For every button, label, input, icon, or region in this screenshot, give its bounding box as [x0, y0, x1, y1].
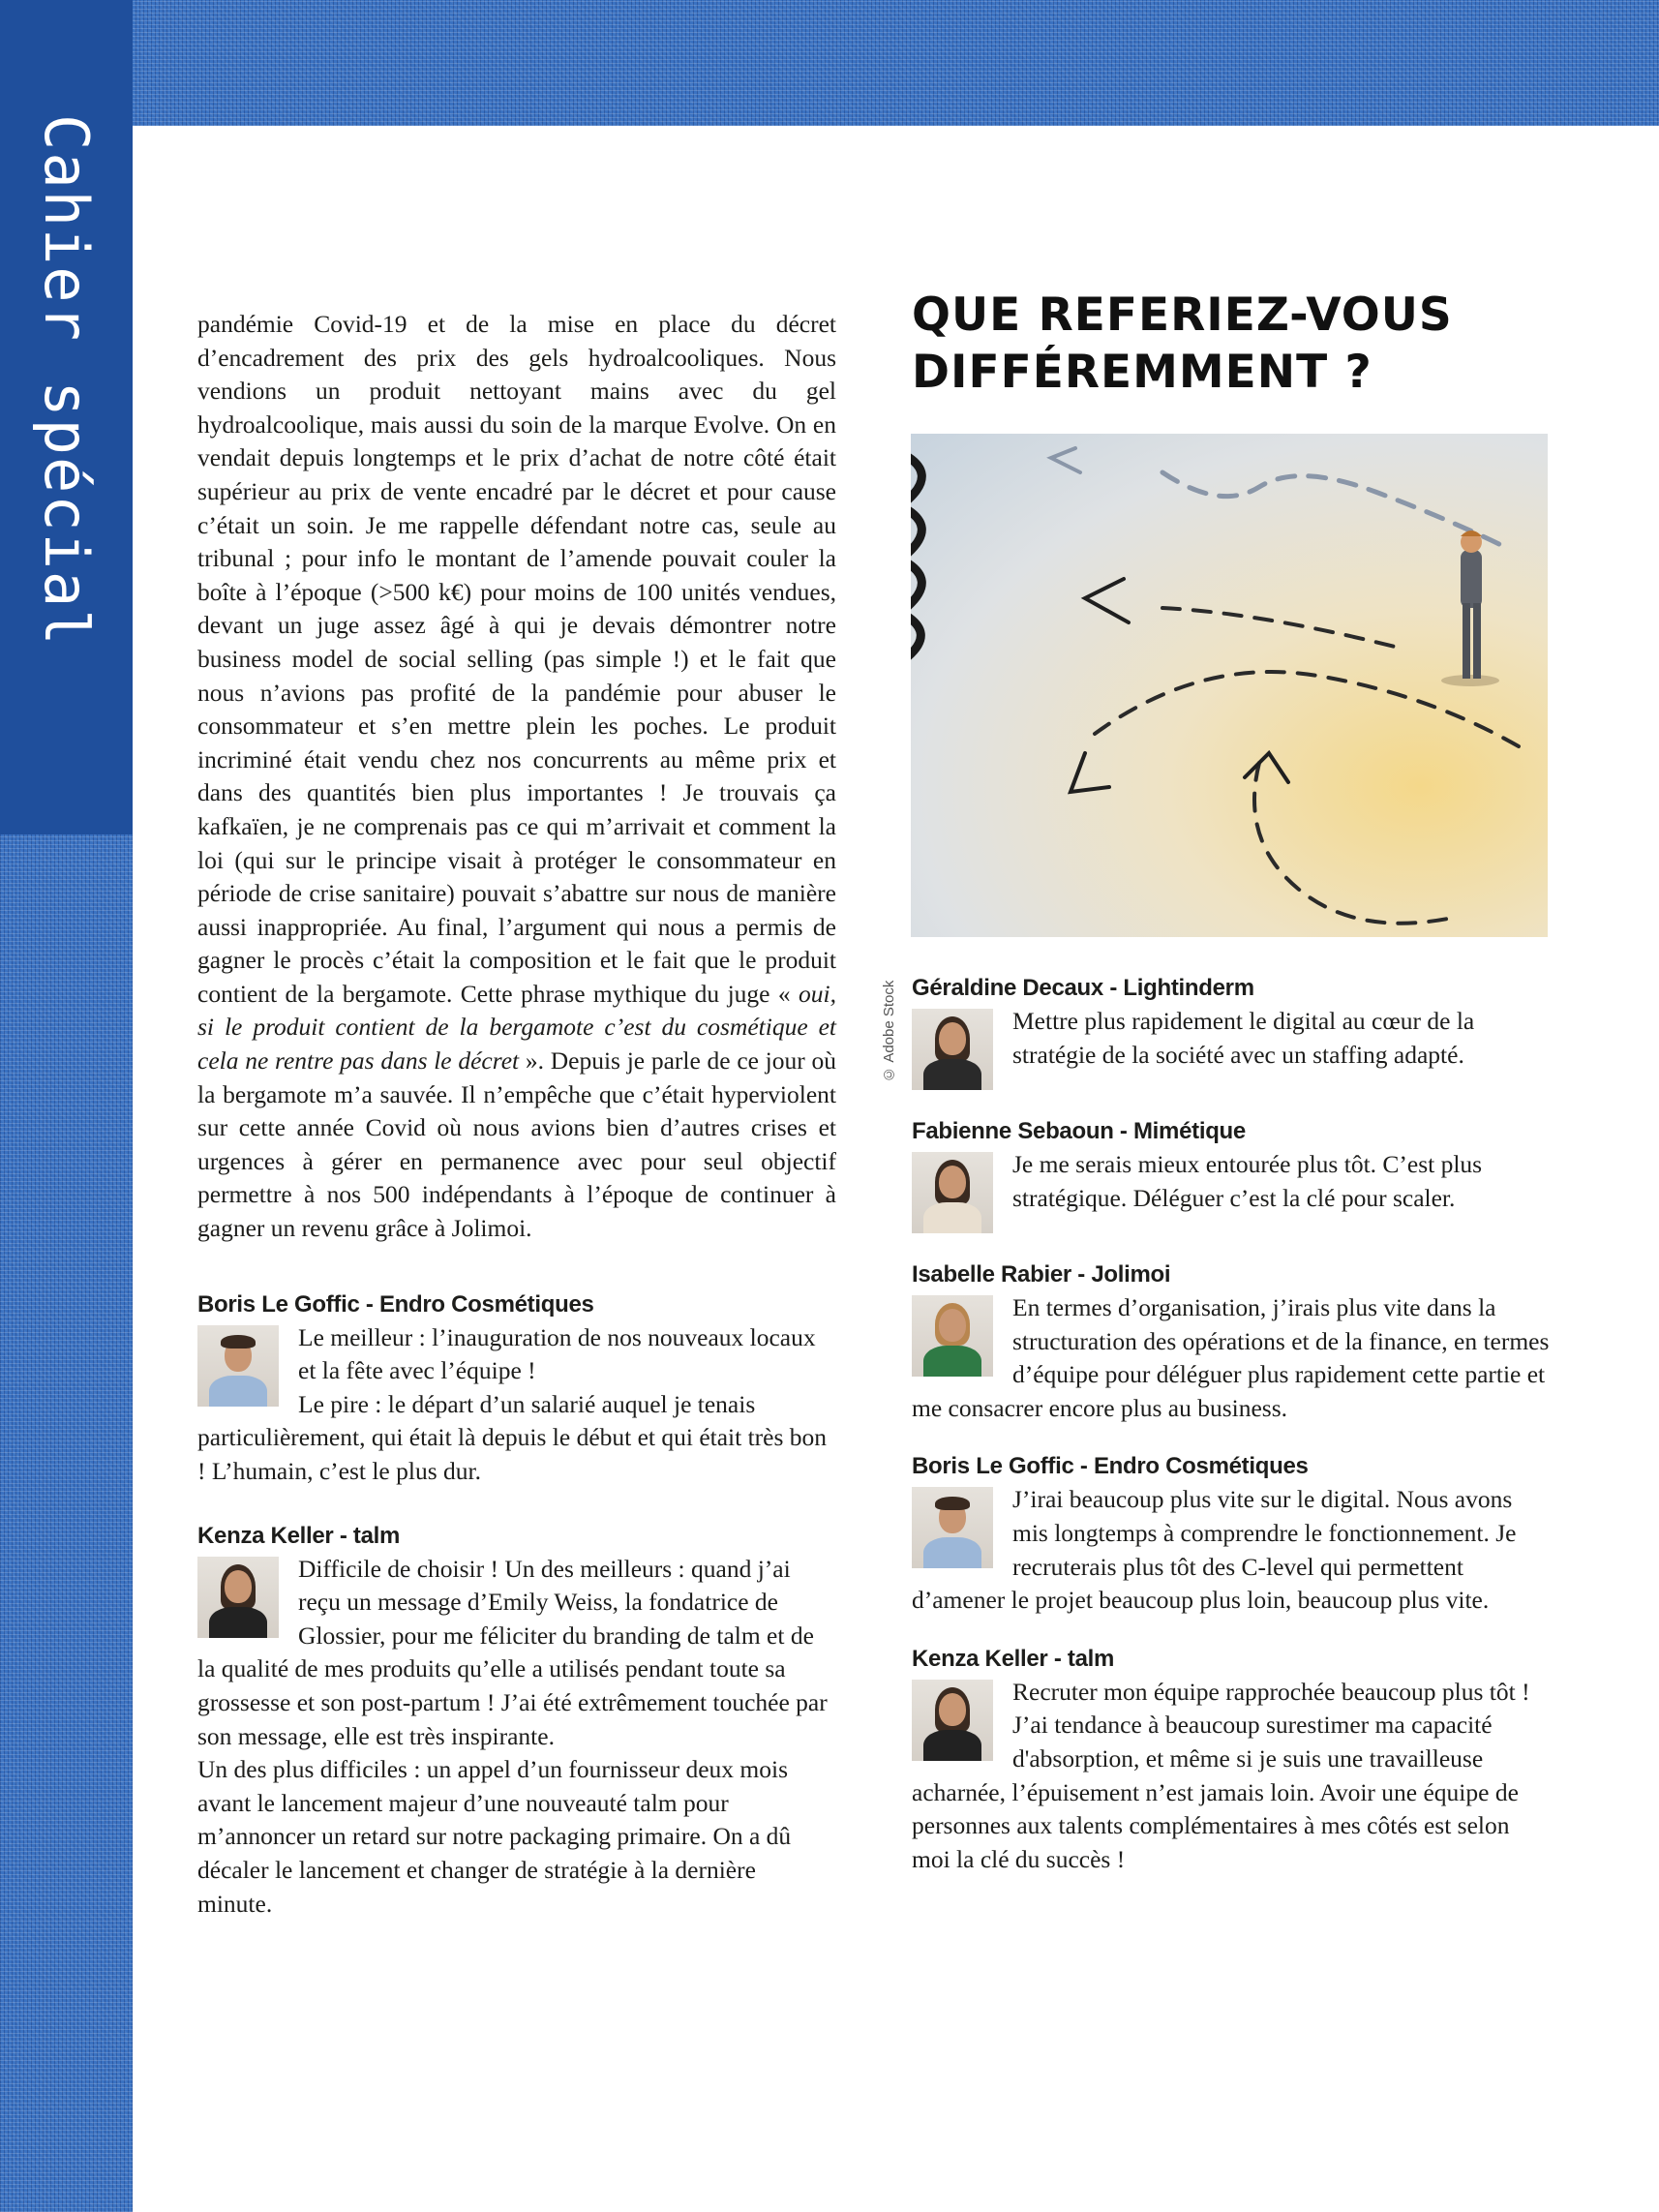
avatar	[912, 1152, 993, 1233]
arrows-figurine-illustration	[911, 434, 1548, 937]
answer-name: Kenza Keller - talm	[912, 1645, 1115, 1672]
illustration-photo	[911, 434, 1548, 937]
intro-text-part1: pandémie Covid-19 et de la mise en place du décret d’encadrement des prix des gels hydroalcooliques. Nous vendions un produit nettoyant mains avec du gel hydroalcoolique, mais aussi du soin de la marque Evolve. On en vendait depuis longtemps et le prix d’achat de notre côté était supérieur au prix de vente encadré par le décret et pour cause c’était un soin. Je me rappelle défendant notre cas, seule au tribunal ; pour info le montant de l’amende pouvait couler la boîte à l’époque (>500 k€) pour moins de 100 unités vendues, devant un juge assez âgé à qui je devais démontrer notre business model de social selling (pas simple !) et le fait que nous n’avions pas profité de la pandémie pour abuser le consommateur et s’en mettre plein les poches. Le produit incriminé était vendu chez nos concurrents au même prix et dans des quantités bien plus importantes ! Je trouvais ça kafkaïen, je ne comprenais pas ce qui m’arrivait et comment la loi (qui sur le principe visait à protéger le consommateur en période de crise sanitaire) pouvait s’abattre sur nous de manière aussi inappropriée. Au final, l’argument qui nous a permis de gagner le procès c’était la composition et le fait que le produit contient de la bergamote. Cette phrase mythique du juge «	[197, 310, 836, 1008]
testimonial-text: Le pire : le départ d’un salarié auquel je tenais particulièrement, qui était là depuis le début et qui était très bon ! L’humain, c’est le plus dur.	[197, 1389, 828, 1485]
testimonial-name: Boris Le Goffic - Endro Cosmétiques	[197, 1290, 594, 1318]
avatar	[197, 1325, 279, 1407]
photo-credit: © Adobe Stock	[881, 980, 897, 1082]
judge-quote: oui, si le produit contient de la bergamote c’est du cosmétique et cela ne rentre pas dans le décret	[197, 979, 836, 1076]
answer-name: Isabelle Rabier - Jolimoi	[912, 1261, 1171, 1288]
answer-text: Recruter mon équipe rapprochée beaucoup plus tôt ! J’ai tendance à beaucoup surestimer ma capacité d'absorption, et même si je suis une travailleuse acharnée, l’épuisement n’est jamais loin. Avoir une équipe de personnes aux talents complémentaires à mes côtés est selon moi la clé du succès !	[912, 1677, 1530, 1873]
right-column	[912, 974, 1551, 1876]
answer-fabienne	[912, 1117, 1551, 1239]
answer-name: Boris Le Goffic - Endro Cosmétiques	[912, 1453, 1309, 1480]
answer-kenza	[912, 1645, 1551, 1877]
section-tab	[0, 0, 133, 834]
spiral-binding	[911, 453, 921, 658]
intro-paragraph	[197, 308, 836, 1246]
avatar	[912, 1009, 993, 1090]
testimonial-text: Difficile de choisir ! Un des meilleurs : quand j’ai reçu un message d’Emily Weiss, la fondatrice de Glossier, pour me féliciter du branding de talm et de la qualité de mes produits qu’elle a utilisés pendant toute sa grossesse et son post-partum ! J’ai été extrêmement touchée par son message, elle est très inspirante.	[197, 1554, 828, 1750]
answer-text: J’irai beaucoup plus vite sur le digital. Nous avons mis longtemps à comprendre le fonctionnement. Je recruterais plus tôt des C-level qui permettent d’amener le projet beaucoup plus loin, beaucoup plus vite.	[912, 1485, 1517, 1615]
left-column	[197, 308, 836, 1921]
answer-isabelle	[912, 1260, 1551, 1425]
top-linen-band	[0, 0, 1659, 126]
answer-text: Je me serais mieux entourée plus tôt. C’est plus stratégique. Déléguer c’est la clé pour scaler.	[1012, 1150, 1483, 1212]
answer-text: En termes d’organisation, j’irais plus vite dans la structuration des opérations et de la finance, en termes d’équipe pour déléguer plus rapidement cette partie et me consacrer encore plus au business.	[912, 1293, 1550, 1422]
testimonial-text: Le meilleur : l’inauguration de nos nouveaux locaux et la fête avec l’équipe !	[298, 1322, 816, 1385]
answer-text: Mettre plus rapidement le digital au cœur de la stratégie de la société avec un staffing adapté.	[1012, 1007, 1475, 1069]
businessman-figurine	[1441, 530, 1499, 686]
answer-name: Géraldine Decaux - Lightinderm	[912, 975, 1254, 1001]
section-tab-label: Cahier spécial	[31, 114, 102, 648]
arrowheads	[1051, 448, 1288, 792]
heading-line-1: QUE REFERIEZ-VOUS	[912, 288, 1453, 342]
avatar	[912, 1680, 993, 1761]
testimonial-name: Kenza Keller - talm	[197, 1522, 401, 1549]
avatar	[197, 1557, 279, 1638]
intro-text-part2: ». Depuis je parle de ce jour où la bergamote m’a sauvée. Il n’empêche que c’était hyperviolent sur cette année Covid où nous avions bien d’autres crises et urgences à gérer en permanence avec pour seul objectif permettre à nos 500 indépendants à l’époque de continuer à gagner un revenu grâce à Jolimoi.	[197, 1046, 836, 1243]
testimonial-kenza-left	[197, 1522, 836, 1922]
answer-geraldine	[912, 974, 1551, 1096]
avatar	[912, 1487, 993, 1568]
avatar	[912, 1295, 993, 1377]
testimonial-text: Un des plus difficiles : un appel d’un fournisseur deux mois avant le lancement majeur d’une nouveauté talm pour m’annoncer un retard sur notre packaging primaire. On a dû décaler le lancement et changer de stratégie à la dernière minute.	[197, 1755, 792, 1918]
section-heading	[912, 287, 1609, 401]
answer-name: Fabienne Sebaoun - Mimétique	[912, 1118, 1246, 1144]
heading-line-2: DIFFÉREMMENT ?	[912, 346, 1372, 399]
testimonial-boris-left	[197, 1290, 836, 1489]
answer-boris	[912, 1452, 1551, 1617]
